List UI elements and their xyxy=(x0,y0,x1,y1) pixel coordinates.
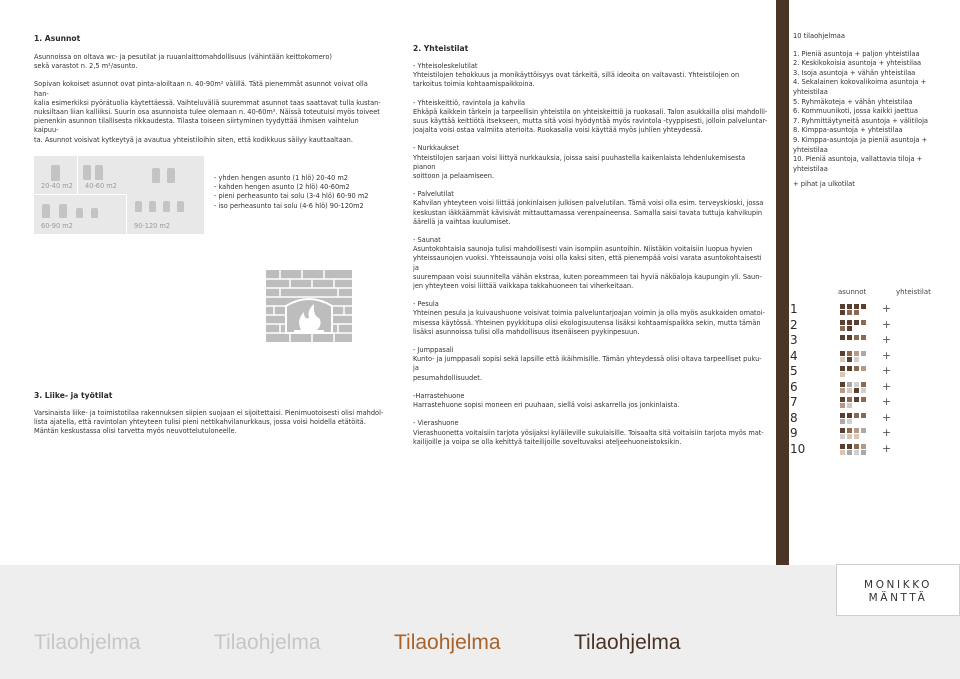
text-line: yhteissaunojen vuoksi. Yhteissaunoja voisi olla kaksi siten, että pienempää voisi varata asuntokohtaisesti ja xyxy=(413,254,762,272)
matrix-row-number: 9 xyxy=(790,426,798,440)
text-line: misessa käytössä. Yhteinen pyykkitupa olisi ekologisuutensa lisäksi kohtaamispaikka sekin, mutta tämän xyxy=(413,318,761,327)
subsection-heading: -Harrastehuone xyxy=(413,391,465,400)
matrix-plus: + xyxy=(882,395,892,408)
program-matrix xyxy=(790,288,940,458)
matrix-plus: + xyxy=(882,426,892,439)
matrix-square xyxy=(854,366,859,371)
matrix-plus: + xyxy=(882,441,892,455)
matrix-plus: + xyxy=(882,348,892,362)
text-line: Kahvilan yhteyteen voisi liittää jonkinlaisen julkisen palvelutilan. Tämä voisi olla esim. terveyskioski, jossa xyxy=(413,199,764,208)
matrix-col-asunnot: asunnot xyxy=(838,288,867,296)
program-extra: + pihat ja ulkotilat xyxy=(793,180,855,189)
subsection-heading: - Jumppasali xyxy=(413,346,454,355)
tile-size-3: 60-90 m2 xyxy=(34,195,126,234)
matrix-square xyxy=(847,419,852,424)
matrix-square xyxy=(854,413,859,418)
matrix-square xyxy=(854,434,859,439)
matrix-square xyxy=(847,434,852,439)
matrix-row-number: 2 xyxy=(790,317,798,332)
matrix-plus: + xyxy=(882,379,892,393)
subsection-heading: - Yhteiskeittiö, ravintola ja kahvila xyxy=(413,98,526,107)
text-line: Asunnoissa on oltava wc- ja pesutilat ja ruuanlaittomahdollisuus (vähintään keittokomero) xyxy=(34,53,332,61)
tab-tilaohjelma-1[interactable]: Tilaohjelma xyxy=(34,631,141,654)
text-line: Yhteistilojen tehokkuus ja monikäyttöisyys ovat tärkeitä, sillä ideoita on valtavasti. Yhteistilojen on xyxy=(413,71,740,80)
matrix-square xyxy=(840,388,845,393)
matrix-square xyxy=(861,450,866,455)
program-item: 9. Kimppa-asuntoja ja pieniä asuntoja + yhteistilaa xyxy=(793,135,928,154)
matrix-square xyxy=(847,335,852,340)
matrix-square xyxy=(840,304,845,309)
subsection-heading: - Yhteisoleskelutilat xyxy=(413,62,478,70)
text-line: suus käyttää keittiötä itsekseen, mutta sitä voisi hyödyntää myös ravintola -tyyppisesti, jolloin palveluntar- xyxy=(413,117,768,126)
matrix-row-number: 6 xyxy=(790,379,798,394)
matrix-square xyxy=(847,351,852,356)
matrix-square xyxy=(861,428,866,433)
fireplace-icon xyxy=(266,270,352,342)
household-list: - yhden hengen asunto (1 hlö) 20-40 m2 - kahden hengen asunto (2 hlö) 40-60m2 - pieni perheasunto tai solu (3-4 hlö) 60-90 m2 - iso perheasunto tai solu (4-6 hlö) 90-120m2 xyxy=(214,174,369,210)
section-liiketilat xyxy=(34,391,384,437)
subsection-heading: - Pesula xyxy=(413,300,439,309)
program-item: 2. Keskikokoisia asuntoja + yhteistilaa xyxy=(793,59,922,68)
matrix-square xyxy=(861,388,866,393)
text-line: tarkoitus toimia kohtaamispaikkoina. xyxy=(413,80,535,89)
section-yhteistilat xyxy=(413,44,768,447)
matrix-square xyxy=(861,413,866,418)
matrix-square xyxy=(861,320,866,325)
subsection-heading: - Nurkkaukset xyxy=(413,144,459,153)
matrix-square xyxy=(847,382,852,387)
text-line: kailijoille ja voipa se olla kehittyä taiteilijoille soveltuvaksi ateljeehuoneistoksikin. xyxy=(413,437,682,446)
matrix-square xyxy=(861,382,866,387)
logo: MONIKKO MÄNTTÄ xyxy=(836,564,960,616)
matrix-square xyxy=(854,351,859,356)
text-line: suurempaan voisi suunnitella vähän ekstraa, kuten poreammeen tai hyviä näköaloja kaupungin yli. Saun- xyxy=(413,272,762,281)
text-line: Varsinaista liike- ja toimistotilaa rakennuksen siipien suojaan ei sijoitettaisi. Pienimuotoisesti olisi mahdol- xyxy=(34,409,384,417)
matrix-square xyxy=(840,320,845,325)
tab-tilaohjelma-4[interactable]: Tilaohjelma xyxy=(574,631,681,654)
matrix-row-number: 10 xyxy=(790,441,806,456)
tile-size-1: 20-40 m2 xyxy=(34,156,77,194)
tile-size-4: 90-120 m2 xyxy=(127,156,204,234)
text-line: Yhteistilojen sarjaan voisi liittyä nurkkauksia, joissa saisi puuhastella kaikenlaista lehdenlukemisesta pianon xyxy=(413,153,746,171)
matrix-square xyxy=(854,320,859,325)
matrix-square xyxy=(840,450,845,455)
matrix-square xyxy=(840,382,845,387)
matrix-square xyxy=(847,397,852,402)
matrix-square xyxy=(840,326,845,331)
program-item: 8. Kimppa-asuntoja + yhteistilaa xyxy=(793,126,903,135)
matrix-plus: + xyxy=(882,333,892,346)
text-line: lisäksi asunnoissa tulisi olla mahdollisuus itsenäiseen pyykinpesuun. xyxy=(413,327,640,336)
program-item: 1. Pieniä asuntoja + paljon yhteistilaa xyxy=(793,49,920,58)
matrix-square xyxy=(847,310,852,315)
section-body xyxy=(34,53,384,145)
matrix-square xyxy=(861,366,866,371)
matrix-square xyxy=(854,310,859,315)
matrix-square xyxy=(840,434,845,439)
footer-band xyxy=(0,565,960,679)
text-line: Sopivan kokoiset asunnot ovat pinta-aloiltaan n. 40-90m² välillä. Tätä pienemmät asunnot voivat olla han- xyxy=(34,80,368,98)
matrix-square xyxy=(854,397,859,402)
matrix-plus: + xyxy=(882,364,892,377)
program-item: 5. Ryhmäkoteja + vähän yhteistilaa xyxy=(793,97,913,106)
matrix-square xyxy=(861,304,866,309)
tab-tilaohjelma-3[interactable]: Tilaohjelma xyxy=(394,631,501,654)
program-list xyxy=(793,32,953,190)
subsection-heading: - Palvelutilat xyxy=(413,190,454,199)
matrix-square xyxy=(854,450,859,455)
accent-bar xyxy=(776,0,789,565)
text-line: joajalta voisi ostaa valmiita aterioita. Ruokasalia voisi käyttää myös juhlien yhteydessä. xyxy=(413,126,703,135)
matrix-square xyxy=(847,366,852,371)
matrix-square xyxy=(861,444,866,449)
program-list-title: 10 tilaohjelmaa xyxy=(793,32,845,40)
section-title: 3. Liike- ja työtilat xyxy=(34,391,113,400)
matrix-square xyxy=(840,310,845,315)
matrix-square xyxy=(847,304,852,309)
matrix-row-number: 8 xyxy=(790,410,798,425)
text-line: Yhteinen pesula ja kuivaushuone voisivat toimia palveluntarjoajan voimin ja olla myös asukkaiden omatoi- xyxy=(413,309,765,318)
matrix-square xyxy=(854,428,859,433)
text-line: Mäntän keskustassa olisi tarvetta myös neuvottelutuloneelle. xyxy=(34,427,237,436)
program-item: 4. Sekalainen kokovalikoima asuntoja + yhteistilaa xyxy=(793,78,927,96)
matrix-square xyxy=(854,357,859,362)
matrix-square xyxy=(854,388,859,393)
section-title: 2. Yhteistilat xyxy=(413,44,469,53)
section-asunnot xyxy=(34,34,384,145)
matrix-square xyxy=(840,428,845,433)
text-line: jen yhteyteen voisi liittää vaikkapa takkahuoneen tai viherkeitaan. xyxy=(413,282,634,291)
matrix-square xyxy=(854,335,859,340)
matrix-row-number: 4 xyxy=(790,348,798,363)
matrix-square xyxy=(840,419,845,424)
section-body xyxy=(413,62,768,447)
tab-tilaohjelma-2[interactable]: Tilaohjelma xyxy=(214,631,321,654)
matrix-square xyxy=(840,413,845,418)
matrix-square xyxy=(847,413,852,418)
text-line: keskustan iäkkäämmät kävisivät mittauttamassa verenpaineensa. Samalla saisi tavata tuttuja kahvikupin xyxy=(413,208,763,217)
matrix-square xyxy=(840,357,845,362)
section-title: 1. Asunnot xyxy=(34,34,81,43)
matrix-square xyxy=(847,388,852,393)
text-line: äärellä ja vaihtaa kuulumiset. xyxy=(413,217,511,226)
program-item: 10. Pieniä asuntoja, vallattavia tiloja + yhteistilaa xyxy=(793,155,923,173)
matrix-square xyxy=(840,351,845,356)
text-line: sekä varastot n. 2,5 m²/asunto. xyxy=(34,62,138,71)
matrix-square xyxy=(840,444,845,449)
subsection-heading: - Vierashuone xyxy=(413,419,459,428)
matrix-square xyxy=(840,397,845,402)
matrix-square xyxy=(847,320,852,325)
program-item: 7. Ryhmittäytyneitä asuntoja + välitiloja xyxy=(793,116,929,125)
matrix-square xyxy=(847,444,852,449)
text-line: soittoon ja pelaamiseen. xyxy=(413,172,495,181)
matrix-row-number: 5 xyxy=(790,364,798,378)
program-item: 3. Isoja asuntoja + vähän yhteistilaa xyxy=(793,68,916,77)
matrix-row-number: 7 xyxy=(790,395,798,409)
matrix-square xyxy=(854,444,859,449)
matrix-square xyxy=(854,382,859,387)
text-line: Ehkäpä kaikkein tärkein ja tarpeellisin yhteistila on yhteiskeittiö ja ruokasali. Talon asukkailla olisi mahdolli- xyxy=(413,107,768,116)
matrix-square xyxy=(847,428,852,433)
matrix-square xyxy=(840,372,845,377)
matrix-plus: + xyxy=(882,410,892,424)
matrix-plus: + xyxy=(882,302,892,315)
text-line: nuksiltaan liian kalliiksi. Suurin osa asunnoista tulee olemaan n. 40-60m². Näissä toteutuisi myös toiveet xyxy=(34,108,380,117)
text-line: Asuntokohtaisia saunoja tulisi mahdollisesti vain isompiin asuntoihin. Niistäkin voitaisiin luopua hyvien xyxy=(413,245,753,254)
matrix-col-yhteistilat: yhteistilat xyxy=(896,288,931,296)
subsection-heading: - Saunat xyxy=(413,236,441,245)
text-line: pienenkin asunnon tilallisesta rikkaudesta. Tilasta toiseen siirtyminen tyydyttää ihmisen vaihtelun kaipuu- xyxy=(34,117,359,135)
matrix-square xyxy=(847,357,852,362)
text-line: Kunto- ja jumppasali sopisi sekä lapsille että ikäihmisille. Tämän yhteydessä olisi oltava tarpeelliset puku- ja xyxy=(413,355,762,373)
text-line: Vierashuonetta voitaisiin tarjota yösijaksi kyläileville sukulaisille. Toisaalta sitä voitaisiin tarjota myös mat- xyxy=(413,428,764,437)
text-line: lista ajatella, että ravintolan yhteyteen tulisi pieni nettikahvilanurkkaus, jossa voisi hoidella etätöitä. xyxy=(34,418,366,427)
section-body xyxy=(34,409,384,437)
matrix-plus: + xyxy=(882,317,892,331)
matrix-square xyxy=(847,450,852,455)
program-item: 6. Kommuunikoti, jossa kaikki jaettua xyxy=(793,107,918,116)
matrix-square xyxy=(840,335,845,340)
matrix-row-number: 1 xyxy=(790,302,798,316)
matrix-square xyxy=(861,335,866,340)
matrix-row-number: 3 xyxy=(790,333,798,347)
text-line: Harrastehuone sopisi moneen eri puuhaan, siellä voisi askarrella jos jonkinlaista. xyxy=(413,401,680,410)
matrix-square xyxy=(861,351,866,356)
matrix-square xyxy=(854,304,859,309)
text-line: ta. Asunnot voisivat kytkeytyä ja avautua yhteistiloihin siten, että kodikkuus säilyy kauttaaltaan. xyxy=(34,135,353,144)
apartment-size-tiles xyxy=(34,156,204,234)
matrix-square xyxy=(861,397,866,402)
matrix-square xyxy=(847,403,852,408)
tile-size-2: 40-60 m2 xyxy=(78,156,170,194)
matrix-square xyxy=(840,403,845,408)
matrix-square xyxy=(847,326,852,331)
text-line: pesumahdollisuudet. xyxy=(413,373,482,382)
text-line: kalia esimerkiksi pyörätuolia käytettäessä. Vaihteluväliä suuremmat asunnot taas saattavat tulla kustan- xyxy=(34,98,381,107)
matrix-square xyxy=(840,366,845,371)
